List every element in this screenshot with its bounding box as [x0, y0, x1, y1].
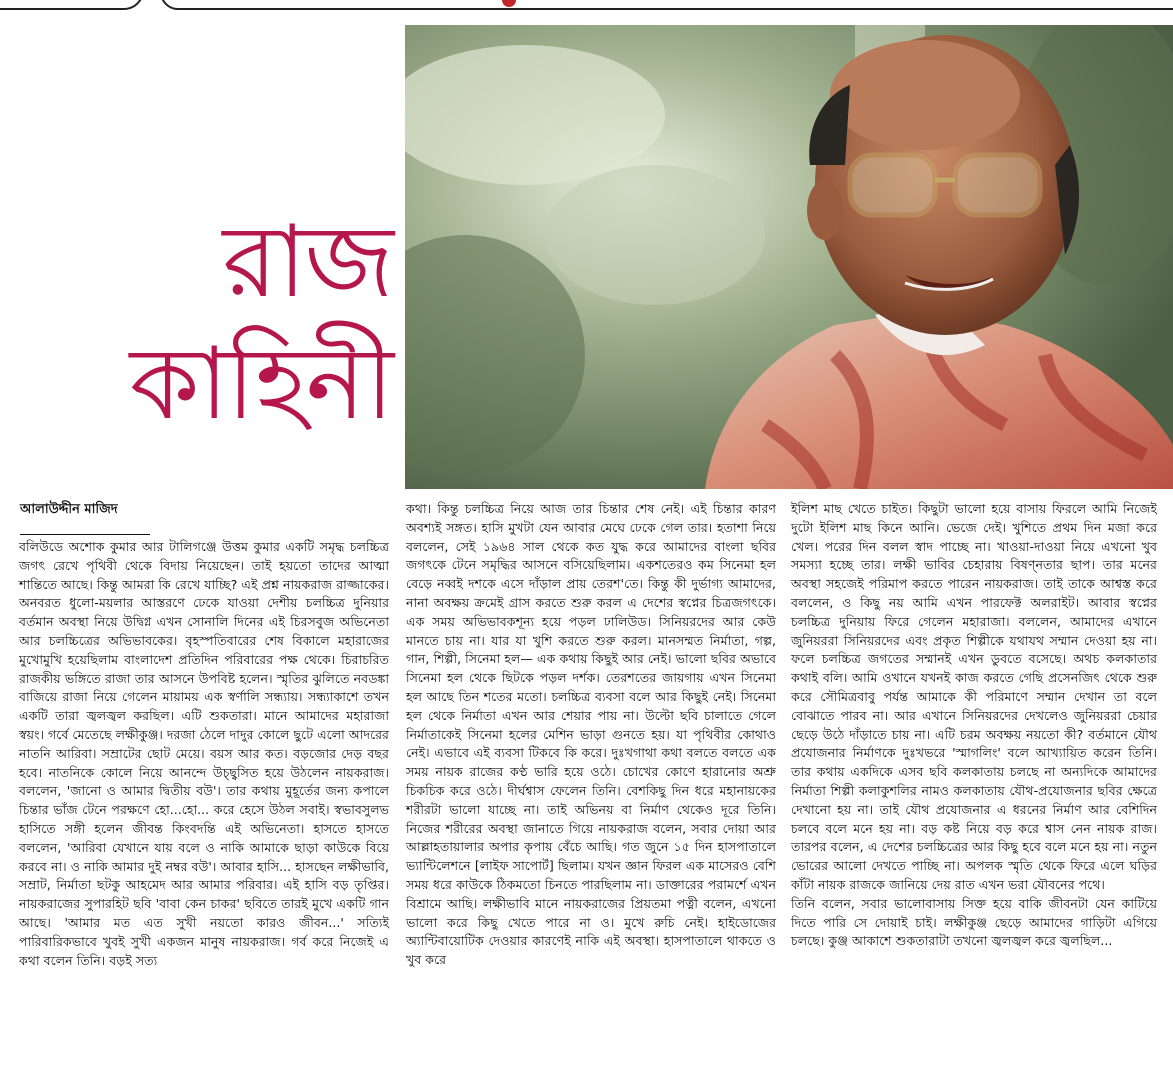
- headline-line-2: কাহিনী: [129, 325, 392, 442]
- header-left-border: [0, 0, 144, 10]
- article-paragraph: ইলিশ মাছ খেতে চাইত। কিছুটা ভালো হয়ে বাসায় ফিরলে আমি নিজেই দুটো ইলিশ মাছ কিনে আনি। ভেজে দেই। খুশিতে প্রথম দিন মজা করে খেল। পরের দিন বলল স্বাদ পাচ্ছে না। খাওয়া-দাওয়া নিয়ে এখনো খুব সমস্যা হচ্ছে তার। লক্ষী ভাবির চেহারায় বিষণ্নতার ছাপ। তার মনের অবস্থা সহজেই পরিমাপ করতে পারেন নায়করাজ। তাই তাকে আশ্বস্ত করে বললেন, ও কিছু নয় আমি এখন পারফেক্ট অলরাইট। আবার স্বপ্নের চলচ্চিত্র দুনিয়ায় ফিরে গেলেন মহারাজা। বললেন, আমাদের এখানে জুনিয়ররা সিনিয়রদের এবং প্রকৃত শিল্পীকে যথাযথ সম্মান দেওয়া হয় না। ফলে চলচ্চিত্র জগতের সম্মানই এখন ডুবতে বসেছে। অথচ কলকাতার কথাই বলি। আমি ওখানে যখনই কাজ করতে গেছি প্রসেনজিৎ থেকে শুরু করে সৌমিত্রবাবু পর্যন্ত আমাকে কী পরিমাণে সম্মান দেখান তা বলে বোঝাতে পারব না। আর এখানে সিনিয়রদের দেখলেও জুনিয়ররা চেয়ার ছেড়ে উঠে দাঁড়াতে চায় না। এটি চরম অবক্ষয় নয়তো কী? বর্তমানে যৌথ প্রযোজনার নির্মাণকে দুঃখভরে 'স্মাগলিং' বলে আখ্যায়িত করেন তিনি। তার কথায় একদিকে এসব ছবি কলকাতায় চলছে না অন্যদিকে আমাদের নির্মাতা শিল্পী কলাকুশলির নামও কলকাতায় যৌথ-প্রযোজনার ছবির ক্ষেত্রে দেখানো হয় না। তাই যৌথ প্রযোজনার এ ধরনের নির্মাণ আর বেশিদিন চলবে বলে মনে হয় না। বড় কষ্ট নিয়ে বড় করে শ্বাস নেন নায়ক রাজ। তারপর বলেন, এ দেশের চলচ্চিত্রের আর কিছু হবে বলে মনে হয় না। নতুন ভোরের আলো দেখতে পাচ্ছি না। অপলক স্মৃতি থেকে ফিরে এলে ঘড়ির কাঁটা নায়ক রাজকে জানিয়ে দেয় রাত এখন ভরা যৌবনের পথে।: [791, 501, 1157, 892]
- article-paragraph: বলিউডে অশোক কুমার আর টালিগঞ্জে উত্তম কুমার একটি সমৃদ্ধ চলচ্চিত্র জগৎ রেখে পৃথিবী থেকে বিদায় নিয়েছেন। তাই হয়তো তাদের আত্মা শান্তিতে আছে। কিন্তু আমরা কি রেখে যাচ্ছি? এই প্রশ্ন নায়করাজ রাজ্জাকের। অনবরত ধুলো-ময়লার আস্তরণে ঢেকে যাওয়া দেশীয় চলচ্চিত্র দুনিয়ার বর্তমান অবস্থা নিয়ে উদ্বিগ্ন এখন সোনালি দিনের এই চিরসবুজ অভিনেতা আর চলচ্চিত্রের অভিভাবকের। বৃহস্পতিবারের শেষ বিকালে মহারাজের মুখোমুখি হয়েছিলাম বাংলাদেশ প্রতিদিন পরিবারের পক্ষ থেকে। চিরাচরিত রাজকীয় ভঙ্গিতে রাজা তার আসনে উপবিষ্ট হলেন। স্মৃতির ঝুলিতে নবডঙ্কা বাজিয়ে রাজা নিয়ে গেলেন মায়াময় এক স্বর্ণালি সন্ধ্যায়। সন্ধ্যাকাশে তখন একটি তারা জ্বলজ্বল করছিল। এটি শুকতারা। মানে আমাদের মহারাজা স্বয়ং। গর্বে মেতেছে লক্ষীকুঞ্জ। দরজা ঠেলে দাদুর কোলে ছুটে এলো আদরের নাতনি আরিবা। সম্রাটের ছোট মেয়ে। বয়স আর কত। বড়জোর দেড় বছর হবে। নাতনিকে কোলে নিয়ে আনন্দে উচ্ছ্বসিত হয়ে উঠলেন নায়করাজ। বললেন, 'জানো ও আমার দ্বিতীয় বউ'। তার কথায় মুহূর্তের জন্য কপালে চিন্তার ভাঁজ টেনে পরক্ষণে হো...হো... করে হেসে উঠল সবাই। স্বভাবসুলভ হাসিতে সঙ্গী হলেন জীবন্ত কিংবদন্তি এই অভিনেতা। হাসতে হাসতে বললেন, 'আরিবা যেখানে যায় বলে ও নাকি আমাকে ছাড়া কাউকে বিয়ে করবে না। ও নাকি আমার দুই নম্বর বউ'। আবার হাসি... হাসছেন লক্ষীভাবি, সম্রাট, নির্মাতা ছটকু আহমেদ আর আমার পরিবার। এই হাসি বড় তৃপ্তির। নায়করাজের সুপারহিট ছবি 'বাবা কেন চাকর' ছবিতে তারই মুখে একটি গান আছে। 'আমার মত এত সুখী নয়তো কারও জীবন...' সত্যিই পারিবারিকভাবে খুবই সুখী একজন মানুষ নায়করাজ। গর্ব করে নিজেই এ কথা বলেন তিনি। বড়ই সত্য: [19, 539, 389, 968]
- page-header-frame: [0, 0, 1173, 8]
- portrait-photo: [405, 25, 1173, 489]
- article-column-3: [791, 500, 1157, 951]
- article-paragraph: কথা। কিন্তু চলচ্চিত্র নিয়ে আজ তার চিন্তার শেষ নেই। এই চিন্তার কারণ অবশ্যই সঙ্গত। হাসি মুখটা যেন আবার মেঘে ঢেকে গেল তার। হতাশা নিয়ে বললেন, সেই ১৯৬৪ সাল থেকে কত যুদ্ধ করে আমাদের বাংলা ছবির জগৎকে টেনে সমৃদ্ধির আসনে বসিয়েছিলাম। একশতেরও কম সিনেমা হল বেড়ে নব্বই দশকে এসে দাঁড়াল প্রায় তেরশ'তে। কিন্তু কী দুর্ভাগ্য আমাদের, নানা অবক্ষয় ক্রমেই গ্রাস করতে শুরু করল এ দেশের স্বপ্নের চিত্রজগৎকে। এক সময় অভিভাবকশূন্য হয়ে পড়ল ঢালিউড। সিনিয়রদের আর কেউ মানতে চায় না। যার যা খুশি করতে শুরু করল। মানসম্মত নির্মাতা, গল্প, গান, শিল্পী, সিনেমা হল— এক কথায় কিছুই আর নেই। ভালো ছবির অভাবে সিনেমা হল থেকে ছিটকে পড়ল দর্শক। তেরশতের জায়গায় এখন সিনেমা হল আছে তিন শতের মতো। চলচ্চিত্র ব্যবসা বলে আর কিছুই নেই। সিনেমা হল থেকে নির্মাতা এখন আর শেয়ার পায় না। উল্টো ছবি চালাতে গেলে নির্মাতাকেই সিনেমা হলের মেশিন ভাড়া গুনতে হয়। যা পৃথিবীর কোথাও নেই। এভাবে এই ব্যবসা টিকবে কি করে। দুঃখগাথা কথা বলতে বলতে এক সময় নায়ক রাজের কণ্ঠ ভারি হয়ে ওঠে। চোখের কোণে হারানোর অশ্রু চিকচিক করে ওঠে। দীর্ঘশ্বাস ফেলেন তিনি। বেশকিছু দিন ধরে মহানায়কের শরীরটা ভালো যাচ্ছে না। তাই অভিনয় বা নির্মাণ থেকেও দূরে তিনি। নিজের শরীরের অবস্থা জানাতে গিয়ে নায়করাজ বলেন, সবার দোয়া আর আল্লাহতায়ালার অপার কৃপায় বেঁচে আছি। গত জুনে ১৫ দিন হাসপাতালে ভ্যান্টিলেশনে [লাইফ সাপোর্ট] ছিলাম। যখন জ্ঞান ফিরল এক মাসেরও বেশি সময় ধরে কাউকে ঠিকমতো চিনতে পারছিলাম না। ডাক্তারের পরামর্শে এখন বিশ্রামে আছি। লক্ষীভাবি মানে নায়করাজের প্রিয়তমা পত্নী বলেন, এখনো ভালো করে কিছু খেতে পারে না ও। মুখে রুচি নেই। হাইডোজের অ্যান্টিবায়োটিক দেওয়ার কারণেই নাকি এই অবস্থা। হাসপাতালে থাকতে ও খুব করে: [406, 501, 776, 968]
- article-column-1: [19, 538, 389, 970]
- header-right-border: [160, 0, 1173, 10]
- byline: আলাউদ্দীন মাজিদ: [20, 502, 118, 517]
- article-paragraph: তিনি বলেন, সবার ভালোবাসায় সিক্ত হয়ে বাকি জীবনটা যেন কাটিয়ে দিতে পারি সে দোয়াই চাই। লক্ষীকুঞ্জ ছেড়ে আমাদের গাড়িটা এগিয়ে চলছে। কুঞ্জ আকাশে শুকতারাটা তখনো জ্বলজ্বল করে জ্বলছিল...: [791, 895, 1157, 949]
- headline: [70, 205, 392, 441]
- article-column-2: [406, 500, 776, 970]
- headline-line-1: রাজ: [222, 203, 392, 320]
- byline-rule: [20, 534, 150, 535]
